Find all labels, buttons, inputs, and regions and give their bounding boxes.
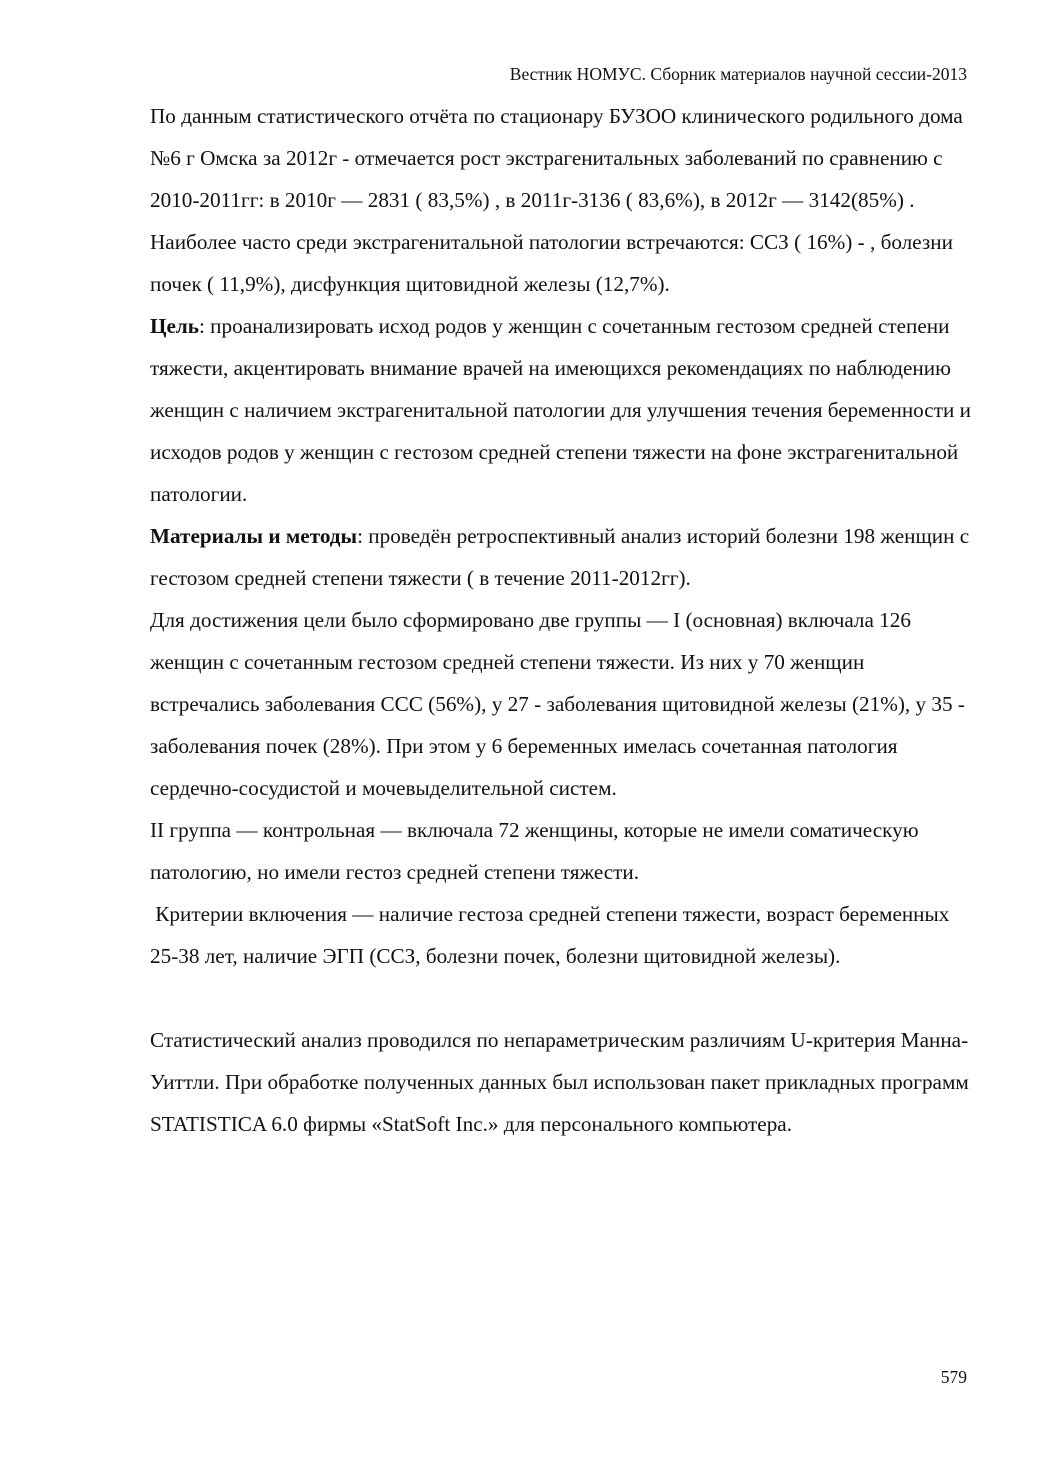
groups-paragraph: Для достижения цели было сформировано две группы — I (основная) включала 126 женщин с сочетанным гестозом средней степени тяжести. Из них у 70 женщин встречались заболевания ССС (56%), у 27 - заболевания щитовидной железы (21%), у 35 - заболевания почек (28%). При этом у 6 беременных имелась сочетанная патология сердечно-сосудистой и мочевыделительной систем. bbox=[150, 608, 965, 800]
frequency-paragraph: Наиболее часто среди экстрагенитальной патологии встречаются: ССЗ ( 16%) - , болезни почек ( 11,9%), дисфункция щитовидной железы (12,7%). bbox=[150, 230, 953, 296]
methods-paragraph bbox=[150, 515, 972, 599]
running-header: Вестник НОМУС. Сборник материалов научной сессии-2013 bbox=[509, 64, 967, 84]
page-number: 579 bbox=[940, 1367, 967, 1387]
criteria-paragraph: Критерии включения — наличие гестоза средней степени тяжести, возраст беременных 25-38 лет, наличие ЭГП (ССЗ, болезни почек, болезни щитовидной железы). bbox=[150, 902, 955, 968]
aim-text: : проанализировать исход родов у женщин с сочетанным гестозом средней степени тяжести, акцентировать внимание врачей на имеющихся рекомендациях по наблюдению женщин с наличием экстрагенитальной патологии для улучшения течения беременности и исходов родов у женщин с гестозом средней степени тяжести на фоне экстрагенитальной патологии. bbox=[150, 314, 971, 506]
article-body bbox=[150, 95, 972, 1145]
intro-paragraph: По данным статистического отчёта по стационару БУЗОО клинического родильного дома №6 г Омска за 2012г - отмечается рост экстрагенитальных заболеваний по сравнению с 2010-2011гг: в 2010г — 2831 ( 83,5%) , в 2011г-3136 ( 83,6%), в 2012г — 3142(85%) . bbox=[150, 104, 963, 212]
methods-text: : проведён ретроспективный анализ историй болезни 198 женщин с гестозом средней степени тяжести ( в течение 2011-2012гг). bbox=[150, 524, 970, 590]
aim-paragraph bbox=[150, 305, 972, 515]
aim-label: Цель bbox=[150, 314, 199, 338]
control-group-paragraph: II группа — контрольная — включала 72 женщины, которые не имели соматическую патологию, но имели гестоз средней степени тяжести. bbox=[150, 818, 919, 884]
statistics-paragraph: Статистический анализ проводился по непараметрическим различиям U-критерия Манна-Уиттли. При обработке полученных данных был использован пакет прикладных программ STATISTICA 6.0 фирмы «StatSoft Inc.» для персонального компьютера. bbox=[150, 1028, 969, 1136]
methods-label: Материалы и методы bbox=[150, 524, 358, 548]
paragraph-spacer bbox=[150, 977, 972, 1019]
